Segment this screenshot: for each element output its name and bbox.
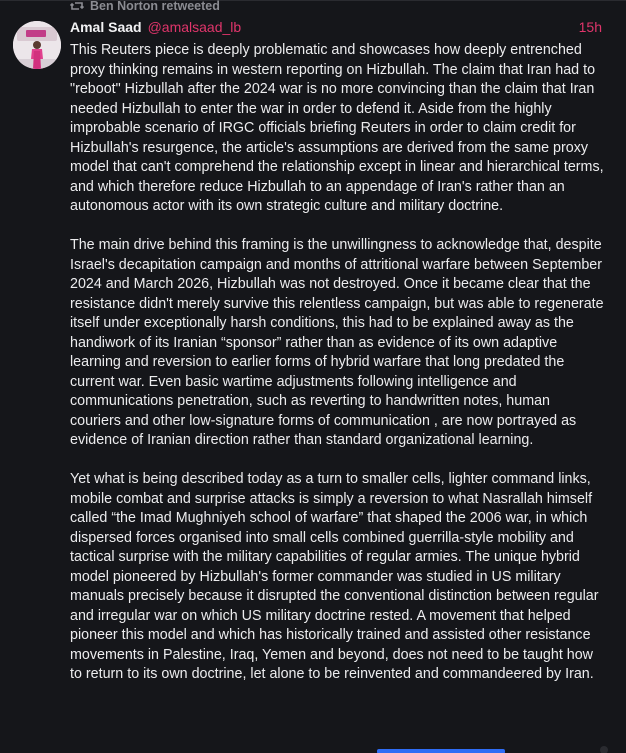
tweet-body [70,41,604,704]
retweet-label: Ben Norton retweeted [90,0,220,13]
author-display-name[interactable]: Amal Saad [70,19,142,35]
tweet-paragraph: This Reuters piece is deeply problematic and showcases how deeply entrenched proxy thinking remains in western reporting on Hizbullah. The claim that Iran had to "reboot" Hizbullah after the 2024 war is no more convincing than the claim that Iran needed Hizbullah to enter the war in order to defend it. Aside from the highly improbable scenario of IRGC officials briefing Reuters in order to claim credit for Hizbullah's resurgence, the article's assumptions are derived from the same proxy model that can't comprehend the relationship except in linear and hierarchical terms, and which therefore reduce Hizbullah to an appendage of Iran's rather than an autonomous actor with its own strategic culture and military doctrine. [70,42,604,214]
tweet-paragraph: The main drive behind this framing is the unwillingness to acknowledge that, despite Israel's decapitation campaign and months of attritional warfare between September 2024 and March 2026, Hizbullah was not destroyed. Once it became clear that the resistance didn't merely survive this relentless campaign, but was able to regenerate itself under exceptionally harsh conditions, this had to be explained away as the handiwork of its Iranian “sponsor” rather than as evidence of its own adaptive learning and reversion to earlier forms of hybrid warfare that long predated the current war. Even basic wartime adjustments following intelligence and communications penetration, such as reverting to handwritten notes, human couriers and other low-signature forms of communication , are now portrayed as evidence of Iranian direction rather than standard organizational learning. [70,237,604,448]
avatar[interactable] [13,21,61,69]
tweet-paragraph: Yet what is being described today as a turn to smaller cells, lighter command links, mobile combat and surprise attacks is simply a reversion to what Nasrallah himself called “the Imad Mughniyeh school of warfare” that shaped the 2006 war, in which dispersed forces organised into small cells combined guerrilla-style mobility and tactical surprise with the military capabilities of regular armies. The unique hybrid model pioneered by Hizbullah's former commander was studied in US military manuals precisely because it disrupted the conventional distinction between regular and irregular war on which US military doctrine rested. A movement that helped pioneer this model and which has historically trained and assisted other resistance movements in Palestine, Iraq, Yemen and beyond, does not need to be taught how to return to its own doctrine, let alone to be reinvented and commandeered by Iran. [70,471,599,682]
retweet-icon [70,0,84,12]
retweet-indicator[interactable] [70,0,220,15]
author-handle[interactable]: @amalsaad_lb [147,19,242,35]
scroll-dot [600,746,608,753]
tweet-header [70,19,602,39]
tweet-timestamp[interactable]: 15h [578,19,602,35]
scroll-indicator[interactable] [377,749,505,753]
